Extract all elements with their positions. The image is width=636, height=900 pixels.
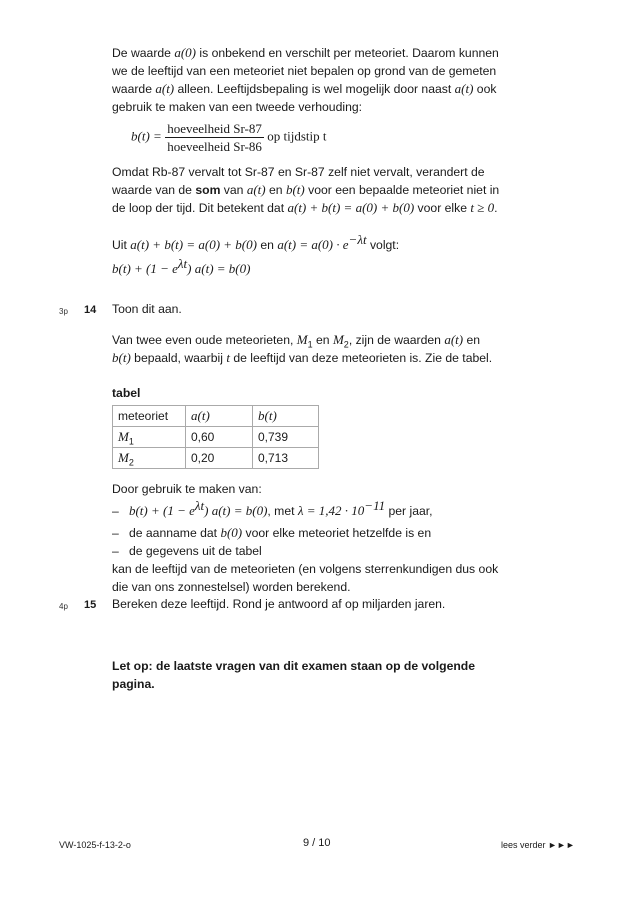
meteorites-paragraph: Van twee even oude meteorieten, $M_1$ en $M_2$, zijn de waarden a(t) en b(t) bepaald, waarbij t de leeftijd van deze meteorieten is. Zie de tabel. — [112, 332, 493, 365]
table-header: a(t) — [186, 406, 253, 427]
q14-text: Toon dit aan. — [112, 302, 182, 316]
table-row — [113, 427, 319, 448]
data-table — [112, 405, 319, 469]
table-header: meteoriet — [113, 406, 186, 427]
table-cell: 0,713 — [253, 448, 319, 469]
table-row — [113, 448, 319, 469]
q14-number: 14 — [84, 304, 97, 316]
table-cell: $M_2$ — [113, 448, 186, 469]
table-header-row — [113, 406, 319, 427]
footer-page-number: 9 / 10 — [303, 837, 331, 849]
table-cell: $M_1$ — [113, 427, 186, 448]
footer-code: VW-1025-f-13-2-o — [59, 840, 131, 850]
q15-number: 15 — [84, 599, 97, 611]
next-page-note: Let op: de laatste vragen van dit examen staan op de volgende pagina. — [112, 659, 476, 691]
table-cell: 0,739 — [253, 427, 319, 448]
table-cell: 0,20 — [186, 448, 253, 469]
formula-bt: b(t) = $\frac{\text{hoeveelheid Sr-87}}{\text{hoeveelheid Sr-86}}$ op tijdstip t — [131, 121, 327, 154]
formula-fraction: $\frac{\text{hoeveelheid Sr-87}}{\text{hoeveelheid Sr-86}}$ — [167, 121, 262, 154]
intro-paragraph: De waarde a(0) is onbekend en verschilt per meteoriet. Daarom kunnen we de leeftijd van een meteoriet niet bepalen op grond van de gemeten waarde a(t) alleen. Leeftijdsbepaling is wel mogelijk door naast a(t) ook gebruik te maken van een tweede verhouding: — [112, 45, 499, 114]
footer-next: lees verder ►►► — [501, 840, 575, 850]
q14-points: 3p — [59, 307, 68, 316]
table-cell: 0,60 — [186, 427, 253, 448]
q15-text: Bereken deze leeftijd. Rond je antwoord af op miljarden jaren. — [112, 597, 446, 611]
given-list: Door gebruik te maken van: – $b(t) + (1 - e^{\lambda t})$ a(t) = b(0), met $\lambda = 1,42 \cdot 10^{-11}$ per jaar, – de aanname dat b(0) voor elke meteoriet hetzelfde is en – de gegevens uit de tabel kan de leeftijd van de meteorieten (en volgens sterrenkundigen dus ook die van ons zonnestelsel) worden berekend. — [112, 482, 499, 594]
derivation: Uit a(t) + b(t) = a(0) + b(0) en $a(t) = a(0) \cdot e^{-\lambda t}$ volgt: $b(t) + (1 - e^{\lambda t})$ a(t) = b(0) — [112, 231, 400, 276]
sum-paragraph: Omdat Rb-87 vervalt tot Sr-87 en Sr-87 zelf niet vervalt, verandert de waarde van de som van a(t) en b(t) voor een bepaalde meteoriet niet in de loop der tijd. Dit betekent dat a(t) + b(t) = a(0) + b(0) voor elke t ≥ 0. — [112, 165, 500, 215]
data-table-wrap — [112, 405, 582, 469]
table-header: b(t) — [253, 406, 319, 427]
q15-points: 4p — [59, 602, 68, 611]
table-caption: tabel — [112, 386, 141, 400]
